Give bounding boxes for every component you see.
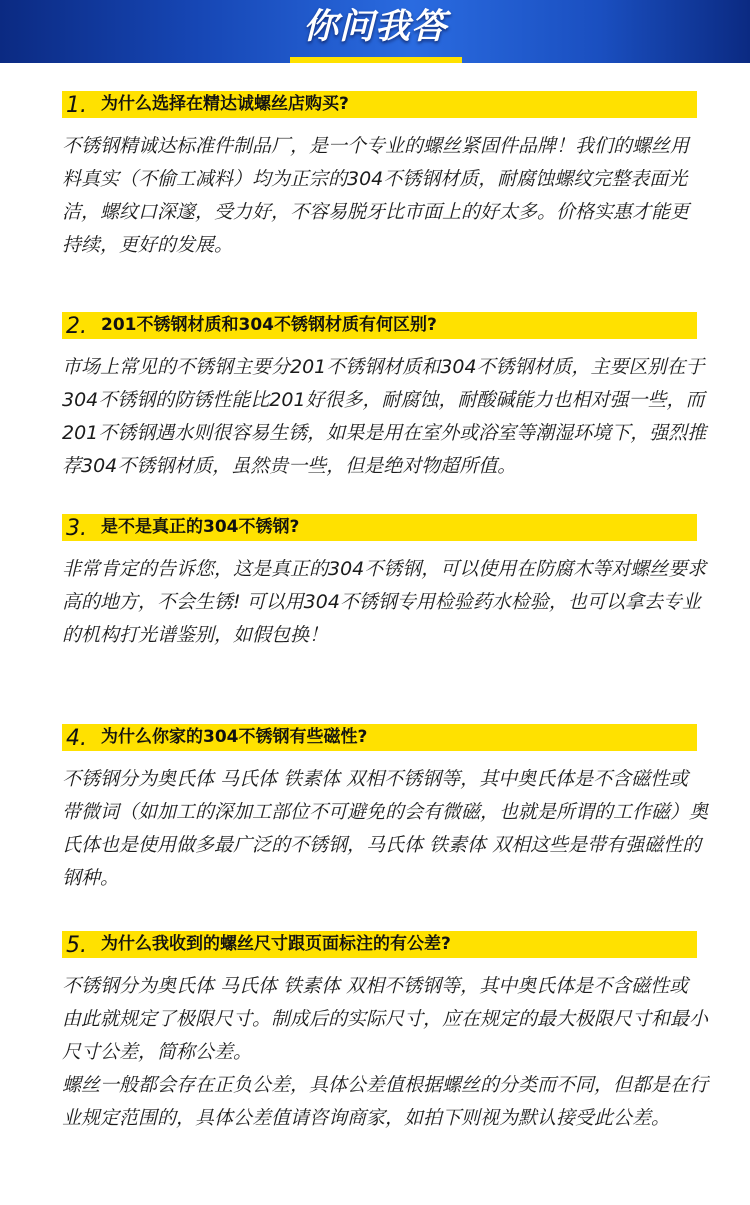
- answer-text: [62, 970, 712, 1135]
- answer-line: 带微词（如加工的深加工部位不可避免的会有微磁，也就是所谓的工作磁）奥: [62, 801, 709, 823]
- faq-item-5: [62, 931, 712, 1135]
- question-number: 1.: [66, 93, 87, 118]
- answer-line: 不锈钢分为奥氏体 马氏体 铁素体 双相不锈钢等，其中奥氏体是不含磁性或: [62, 975, 689, 997]
- question-text: 为什么选择在精达诚螺丝店购买?: [101, 94, 349, 114]
- answer-line: 洁，螺纹口深邃，受力好，不容易脱牙比市面上的好太多。价格实惠才能更: [62, 201, 690, 223]
- answer-line: 业规定范围的，具体公差值请咨询商家，如拍下则视为默认接受此公差。: [62, 1107, 671, 1129]
- answer-line: 由此就规定了极限尺寸。制成后的实际尺寸，应在规定的最大极限尺寸和最小: [62, 1008, 709, 1030]
- answer-line: 氏体也是使用做多最广泛的不锈钢，马氏体 铁素体 双相这些是带有强磁性的: [62, 834, 702, 856]
- question-banner: [62, 312, 697, 339]
- page-title: 你问我答: [302, 7, 447, 47]
- question-text: 201不锈钢材质和304不锈钢材质有何区别?: [101, 315, 437, 335]
- answer-line: 不锈钢精诚达标准件制品厂，是一个专业的螺丝紧固件品牌！我们的螺丝用: [62, 135, 690, 157]
- faq-item-3: [62, 514, 712, 652]
- answer-text: [62, 130, 712, 262]
- question-text: 为什么你家的304不锈钢有些磁性?: [101, 727, 368, 747]
- answer-line: 市场上常见的不锈钢主要分201不锈钢材质和304不锈钢材质，主要区别在于: [62, 356, 705, 378]
- question-number: 5.: [66, 933, 87, 958]
- answer-line: 尺寸公差，简称公差。: [62, 1041, 253, 1063]
- answer-line: 201不锈钢遇水则很容易生锈，如果是用在室外或浴室等潮湿环境下，强烈推: [62, 422, 707, 444]
- answer-text: [62, 351, 712, 483]
- answer-text: [62, 763, 712, 895]
- question-banner: [62, 931, 697, 958]
- faq-item-1: [62, 91, 712, 262]
- question-number: 4.: [66, 726, 87, 751]
- faq-item-2: [62, 312, 712, 483]
- question-banner: [62, 91, 697, 118]
- answer-line: 高的地方，不会生锈! 可以用304不锈钢专用检验药水检验，也可以拿去专业: [62, 591, 701, 613]
- question-banner: [62, 514, 697, 541]
- answer-line: 料真实（不偷工减料）均为正宗的304不锈钢材质，耐腐蚀螺纹完整表面光: [62, 168, 688, 190]
- answer-line: 304不锈钢的防锈性能比201好很多，耐腐蚀，耐酸碱能力也相对强一些，而: [62, 389, 705, 411]
- answer-line: 持续，更好的发展。: [62, 234, 234, 256]
- faq-item-4: [62, 724, 712, 895]
- question-text: 是不是真正的304不锈钢?: [101, 517, 300, 537]
- answer-line: 非常肯定的告诉您，这是真正的304不锈钢，可以使用在防腐木等对螺丝要求: [62, 558, 707, 580]
- question-banner: [62, 724, 697, 751]
- answer-line: 钢种。: [62, 867, 120, 889]
- question-text: 为什么我收到的螺丝尺寸跟页面标注的有公差?: [101, 934, 451, 954]
- title-accent-bar: [290, 57, 462, 63]
- answer-line: 螺丝一般都会存在正负公差，具体公差值根据螺丝的分类而不同，但都是在行: [62, 1074, 709, 1096]
- answer-line: 荐304不锈钢材质，虽然贵一些，但是绝对物超所值。: [62, 455, 517, 477]
- answer-line: 的机构打光谱鉴别，如假包换！: [62, 624, 329, 646]
- answer-line: 不锈钢分为奥氏体 马氏体 铁素体 双相不锈钢等，其中奥氏体是不含磁性或: [62, 768, 689, 790]
- question-number: 2.: [66, 314, 87, 339]
- header-banner: [0, 0, 750, 63]
- answer-text: [62, 553, 712, 652]
- question-number: 3.: [66, 516, 87, 541]
